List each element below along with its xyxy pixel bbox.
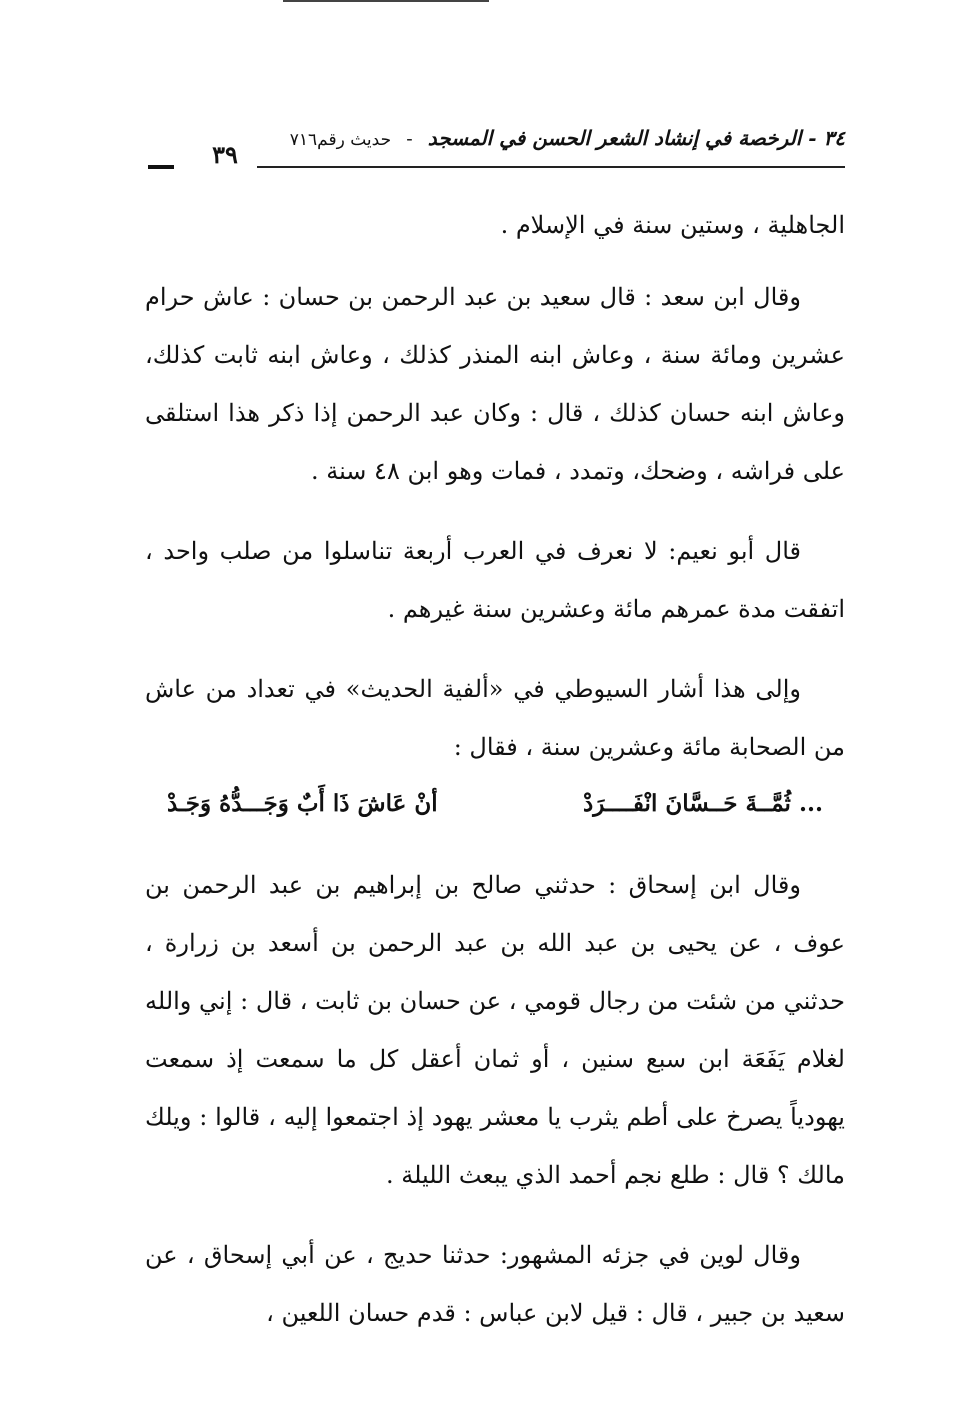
- chapter-title: ٣٤ - الرخصة في إنشاد الشعر الحسن في المسجد: [427, 126, 845, 150]
- page-number-dash: [148, 165, 174, 169]
- top-rule: [283, 0, 489, 2]
- page-number: ٣٩: [212, 140, 238, 169]
- paragraph-5: وقال ابن إسحاق : حدثني صالح بن إبراهيم بن عبد الرحمن بن عوف ، عن يحيى بن عبد الله بن عبد الرحمن بن أسعد بن زرارة ، حدثني من شئت من رجال قومي ، عن حسان بن ثابت ، قال : إني والله لغلام يَفَعَة ابن سبع سنين ، أو ثمان أعقل كل ما سمعت إذ سمعت يهودياً يصرخ على أطم يثرب يا معشر يهود إذ اجتمعوا إليه ، قالوا : ويلك مالك ؟ قال : طلع نجم أحمد الذي يبعث الليلة .: [145, 871, 845, 1189]
- running-header: [145, 122, 845, 182]
- verse-line: [145, 790, 845, 840]
- paragraph-6: وقال لوين في جزئه المشهور: حدثنا حديج ، عن أبي إسحاق ، عن سعيد بن جبير ، قال : قيل لابن عباس : قدم حسان اللعين ،: [145, 1241, 845, 1327]
- paragraph-4: وإلى هذا أشار السيوطي في «ألفية الحديث» في تعداد من عاش من الصحابة مائة وعشرين سنة ، فقال :: [145, 675, 845, 761]
- verse-second-hemistich: أنْ عَاشَ ذَا أَبٌ وَجَـــدُّهُ وَجَـدْ: [167, 790, 438, 817]
- hadith-reference: حديث رقم٧١٦: [289, 130, 392, 150]
- page-body: [145, 196, 845, 1364]
- paragraph-1: الجاهلية ، وستين سنة في الإسلام .: [500, 211, 845, 239]
- paragraph-2: وقال ابن سعد : قال سعيد بن عبد الرحمن بن حسان : عاش حرام عشرين ومائة سنة ، وعاش ابنه المنذر كذلك ، وعاش ابنه ثابت كذلك، وعاش ابنه حسان كذلك ، قال : وكان عبد الرحمن إذا ذكر هذا استلقى على فراشه ، وضحك، وتمدد ، فمات وهو ابن ٤٨ سنة .: [145, 283, 845, 485]
- header-separator: -: [406, 128, 413, 150]
- header-title-row: [265, 126, 845, 162]
- header-rule: [257, 166, 845, 168]
- verse-first-hemistich: ... ثُمَّــةَ حَــسَّانَ انْفَــــرَدْ: [583, 790, 823, 817]
- paragraph-3: قال أبو نعيم: لا نعرف في العرب أربعة تناسلوا من صلب واحد ، اتفقت مدة عمرهم مائة وعشرين سنة غيرهم .: [145, 537, 845, 623]
